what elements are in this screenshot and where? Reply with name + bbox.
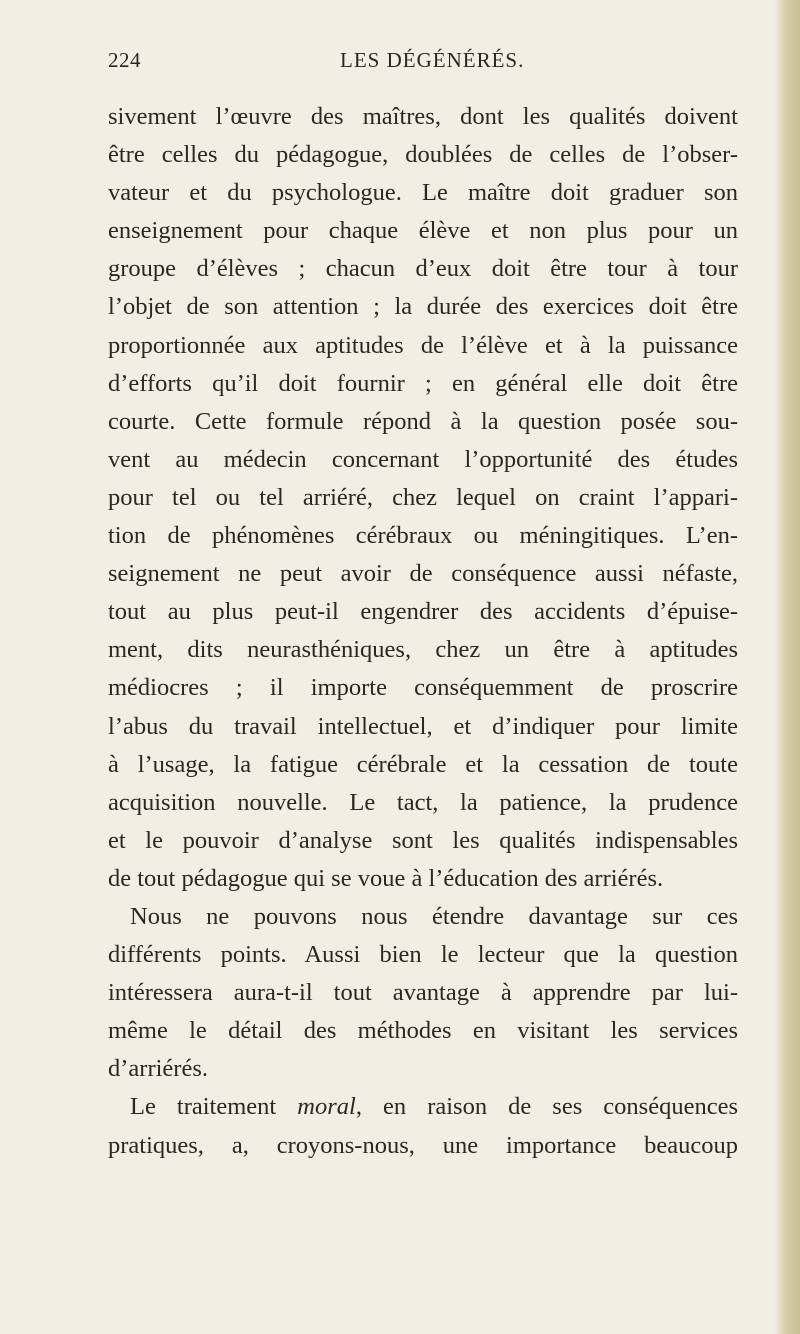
- text-line: Nous ne pouvons nous étendre davantage sur ces: [130, 902, 738, 930]
- page-header: [108, 48, 738, 88]
- text-line: l’objet de son attention ; la durée des exercices doit être: [108, 293, 738, 321]
- text-line: différents points. Aussi bien le lecteur que la question: [108, 941, 738, 969]
- text-line: de tout pédagogue qui se voue à l’éducation des arriérés.: [108, 864, 664, 892]
- text-line: être celles du pédagogue, doublées de celles de l’obser-: [108, 141, 738, 169]
- body-text: [108, 98, 738, 1165]
- running-title: LES DÉGÉNÉRÉS.: [340, 48, 525, 72]
- text-line: tout au plus peut-il engendrer des accidents d’épuise-: [108, 598, 738, 626]
- text-line: seignement ne peut avoir de conséquence aussi néfaste,: [108, 560, 738, 588]
- text-line: [108, 1088, 738, 1126]
- text-line: tion de phénomènes cérébraux ou méningitiques. L’en-: [108, 522, 738, 550]
- text-line: sivement l’œuvre des maîtres, dont les qualités doivent: [108, 103, 738, 130]
- text-line: médiocres ; il importe conséquemment de proscrire: [108, 674, 738, 702]
- text-line: et le pouvoir d’analyse sont les qualités indispensables: [108, 826, 738, 854]
- text-run: , en raison de ses conséquences: [355, 1093, 738, 1121]
- page-number: 224: [108, 48, 141, 72]
- text-line: courte. Cette formule répond à la question posée sou-: [108, 407, 738, 435]
- text-line: intéressera aura-t-il tout avantage à apprendre par lui-: [108, 979, 738, 1007]
- text-line: pour tel ou tel arriéré, chez lequel on craint l’appari-: [108, 483, 738, 511]
- page-edge-shadow: [774, 0, 800, 1334]
- italic-word: moral: [297, 1093, 356, 1121]
- paragraph-3: [108, 1088, 738, 1164]
- text-line: d’arriérés.: [108, 1055, 208, 1083]
- text-line: vateur et du psychologue. Le maître doit graduer son: [108, 179, 738, 207]
- text-line: ment, dits neurasthéniques, chez un être à aptitudes: [108, 636, 738, 664]
- text-line: l’abus du travail intellectuel, et d’indiquer pour limite: [108, 712, 738, 740]
- text-line: vent au médecin concernant l’opportunité des études: [108, 445, 738, 473]
- text-line: à l’usage, la fatigue cérébrale et la cessation de toute: [108, 750, 738, 778]
- text-line: enseignement pour chaque élève et non plus pour un: [108, 217, 738, 245]
- paragraph-1: [108, 98, 738, 898]
- text-line: acquisition nouvelle. Le tact, la patience, la prudence: [108, 788, 738, 816]
- paragraph-2: [108, 898, 738, 1088]
- text-run: Le traitement: [130, 1093, 298, 1121]
- text-line: proportionnée aux aptitudes de l’élève et à la puissance: [108, 331, 738, 359]
- text-line: pratiques, a, croyons-nous, une importance beaucoup: [108, 1131, 738, 1159]
- text-line: groupe d’élèves ; chacun d’eux doit être tour à tour: [108, 255, 738, 283]
- text-line: même le détail des méthodes en visitant les services: [108, 1017, 738, 1045]
- text-line: d’efforts qu’il doit fournir ; en général elle doit être: [108, 369, 738, 397]
